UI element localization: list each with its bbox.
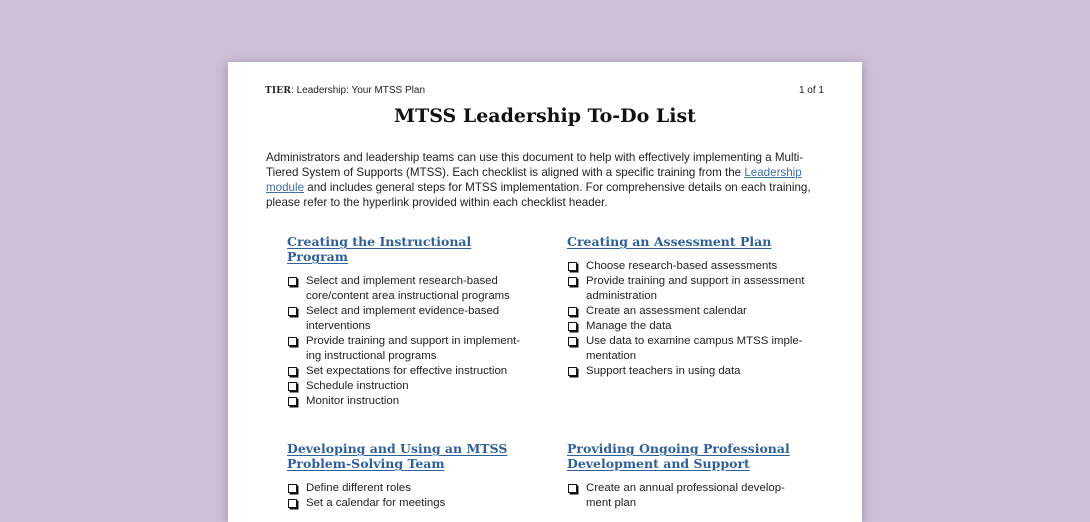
checkbox-icon[interactable] xyxy=(288,397,297,406)
section-title-link[interactable]: Developing and Using an MTSS Problem-Solving Team xyxy=(287,441,508,471)
checklist-item xyxy=(567,481,807,511)
checklist xyxy=(567,481,807,511)
checkbox-icon[interactable] xyxy=(288,499,297,508)
checklist-item xyxy=(567,259,807,274)
section-professional-development xyxy=(567,441,807,511)
checkbox-icon[interactable] xyxy=(288,307,297,316)
checklist-item xyxy=(287,364,527,379)
checklist-item xyxy=(287,334,527,364)
checkbox-icon[interactable] xyxy=(288,484,297,493)
checkbox-icon[interactable] xyxy=(568,307,577,316)
checkbox-icon[interactable] xyxy=(288,367,297,376)
checklist-item xyxy=(567,304,807,319)
checklist-item-text: Manage the data xyxy=(586,320,672,332)
checklist xyxy=(287,274,527,409)
checklist-item-text: Define different roles xyxy=(306,482,411,494)
checkbox-icon[interactable] xyxy=(288,382,297,391)
checklist-item xyxy=(567,274,807,304)
checkbox-icon[interactable] xyxy=(288,337,297,346)
document-title: MTSS Leadership To-Do List xyxy=(394,105,696,127)
checklist-item-text: Monitor instruction xyxy=(306,395,400,407)
section-instructional-program xyxy=(287,234,527,409)
intro-text-after: and includes general steps for MTSS implementation. For comprehensive details on each training, please refer to the hyperlink provided within each checklist header. xyxy=(266,181,811,209)
section-title-link[interactable]: Creating an Assessment Plan xyxy=(567,234,772,249)
checklist-item xyxy=(287,496,527,511)
checkbox-icon[interactable] xyxy=(568,322,577,331)
section-problem-solving-team xyxy=(287,441,527,511)
page-header-breadcrumb xyxy=(265,85,425,96)
checklist xyxy=(567,259,807,379)
leadership-module-link[interactable]: Leadership module xyxy=(266,166,802,194)
checklist-item-text: Select and implement research-based core/content area instructional programs xyxy=(306,275,510,302)
section-title-link[interactable]: Providing Ongoing Professional Development and Support xyxy=(567,441,790,471)
checkbox-icon[interactable] xyxy=(568,262,577,271)
checklist-item xyxy=(287,481,527,496)
checklist-item-text: Choose research-based assessments xyxy=(586,260,778,272)
section-assessment-plan xyxy=(567,234,807,379)
section-title-link[interactable]: Creating the Instructional Program xyxy=(287,234,472,264)
intro-paragraph xyxy=(266,150,831,210)
document-page xyxy=(228,62,862,522)
checkbox-icon[interactable] xyxy=(568,484,577,493)
checklist xyxy=(287,481,527,511)
checklist-item-text: Set a calendar for meetings xyxy=(306,497,446,509)
checklist-item xyxy=(567,319,807,334)
checkbox-icon[interactable] xyxy=(568,367,577,376)
checklist-item-text: Support teachers in using data xyxy=(586,365,741,377)
checklist-item xyxy=(287,394,527,409)
checkbox-icon[interactable] xyxy=(568,337,577,346)
checklist-item xyxy=(567,334,807,364)
checklist-item xyxy=(287,379,527,394)
checklist-item-text: Create an assessment calendar xyxy=(586,305,747,317)
checklist-item-text: Set expectations for effective instruction xyxy=(306,365,508,377)
tier-logo-text: TIER xyxy=(265,86,292,96)
breadcrumb-text: : Leadership: Your MTSS Plan xyxy=(291,85,426,96)
checklist-item-text: Create an annual professional develop-ment plan xyxy=(586,482,785,509)
checklist-item-text: Provide training and support in implement-ing instructional programs xyxy=(306,335,521,362)
checklist-item xyxy=(287,304,527,334)
checklist-item-text: Schedule instruction xyxy=(306,380,409,392)
checklist-item xyxy=(287,274,527,304)
intro-text-before: Administrators and leadership teams can use this document to help with effectively implementing a Multi-Tiered System of Supports (MTSS). Each checklist is aligned with a specific training from the xyxy=(266,151,804,179)
checkbox-icon[interactable] xyxy=(288,277,297,286)
checklist-item-text: Use data to examine campus MTSS imple-mentation xyxy=(586,335,803,362)
checklist-item xyxy=(567,364,807,379)
page-count: 1 of 1 xyxy=(798,85,824,96)
checkbox-icon[interactable] xyxy=(568,277,577,286)
checklist-item-text: Provide training and support in assessment administration xyxy=(586,275,805,302)
checklist-item-text: Select and implement evidence-based interventions xyxy=(306,305,500,332)
